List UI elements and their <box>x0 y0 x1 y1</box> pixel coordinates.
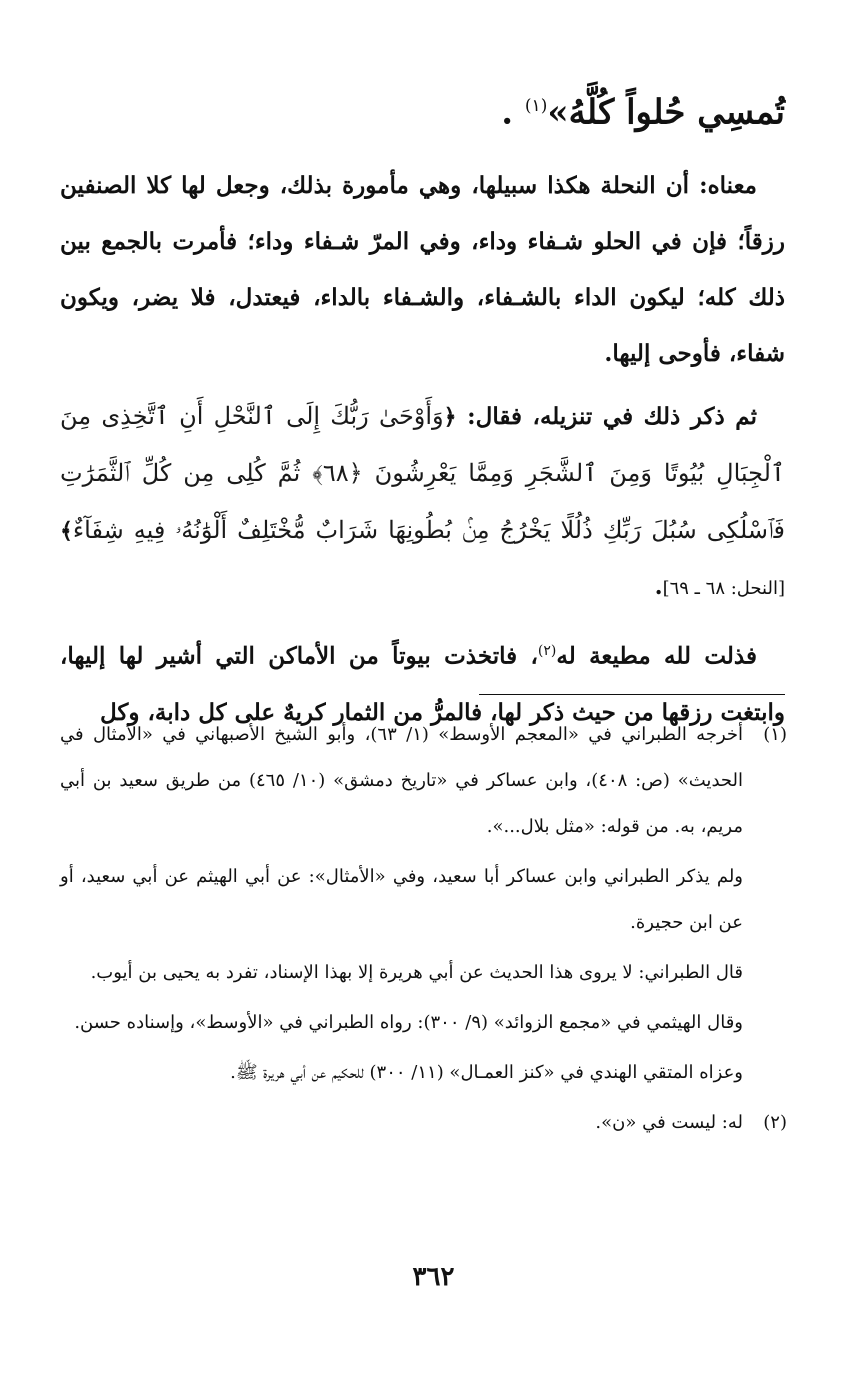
paragraph-2-intro: ثم ذكر ذلك في تنزيله، فقال: <box>456 403 758 430</box>
footnote-number: (١) <box>763 724 787 745</box>
opening-end: . <box>501 92 525 133</box>
footnote-marker-1[interactable]: (١) <box>524 96 548 116</box>
paragraph-3-rest: ، فاتخذت بيوتاً من الأماكن التي أشير لها إليها، وابتغت رزقها من حيث ذكر لها، فالمرُّ من الثمار كريهٌ على كل دابة، وكل <box>60 642 785 726</box>
footnote-divider <box>479 694 785 695</box>
footnote-body <box>60 1100 743 1150</box>
footnote-line: قال الطبراني: لا يروى هذا الحديث عن أبي هريرة إلا بهذا الإسناد، تفرد به يحيى بن أيوب. <box>90 962 743 983</box>
paragraph-3-start: فذلت لله مطيعة له <box>556 642 757 670</box>
quran-open-bracket: ﴿ <box>443 404 457 430</box>
main-text <box>60 158 785 747</box>
footnote-number: (٢) <box>763 1112 787 1133</box>
paragraph-1: معناه: أن النحلة هكذا سبيلها، وهي مأمورة بذلك، وجعل لها كلا الصنفين رزقاً؛ فإن في الحلو شـفاء وداء، وفي المرّ شـفاء وداء؛ فأمرت بالجمع بين ذلك كله؛ ليكون الداء بالشـفاء، والشـفاء بالداء، فيعتدل، فلا يضر، ويكون شفاء، فأوحى إليها. <box>60 172 785 367</box>
footnote-1 <box>60 712 787 1100</box>
verse-reference: [النحل: ٦٨ ـ ٦٩] <box>662 578 785 599</box>
opening-text: تُمسِي حُلواً كُلَّهُ» <box>547 92 785 133</box>
footnote-line: وعزاه المتقي الهندي في «كنز العمـال» (١١/ ٣٠٠) للحكيم عن أبي هريرة ﷺ. <box>230 1062 743 1083</box>
opening-line <box>501 80 785 138</box>
footnote-line: له: ليست في «ن». <box>595 1112 743 1133</box>
footnote-body <box>60 712 743 1100</box>
footnote-2 <box>60 1100 787 1150</box>
footnote-marker-2[interactable]: (٢) <box>537 643 557 659</box>
footnote-line: أخرجه الطبراني في «المعجم الأوسط» (١/ ٦٣)، وأبو الشيخ الأصبهاني في «الأمثال في الحديث» (ص: ٤٠٨)، وابن عساكر في «تاريخ دمشق» (١٠/ ٤٦٥) من طريق سعيد بن أبي مريم، به. من قوله: «مثل بلال...». <box>60 724 744 837</box>
footnote-line: وقال الهيثمي في «مجمع الزوائد» (٩/ ٣٠٠): رواه الطبراني في «الأوسط»، وإسناده حسن. <box>74 1012 743 1033</box>
footnotes <box>60 712 787 1150</box>
quran-verse: وَأَوْحَىٰ رَبُّكَ إِلَى ٱلنَّحْلِ أَنِ ٱتَّخِذِى مِنَ ٱلْجِبَالِ بُيُوتًا وَمِنَ ٱلشَّجَرِ وَمِمَّا يَعْرِشُونَ ﴿٦٨﴾ ثُمَّ كُلِى مِن كُلِّ ٱلثَّمَرَٰتِ فَٱسْلُكِى سُبُلَ رَبِّكِ ذُلُلًا يَخْرُجُ مِنۢ بُطُونِهَا شَرَابٌ مُّخْتَلِفٌ أَلْوَٰنُهُۥ فِيهِ شِفَآءٌ <box>60 402 785 544</box>
page-number: ٣٦٢ <box>412 1262 455 1292</box>
paragraph-2-end: . <box>654 573 663 600</box>
footnote-line: ولم يذكر الطبراني وابن عساكر أبا سعيد، وفي «الأمثال»: عن أبي الهيثم عن أبي سعيد، أو عن ابن حجيرة. <box>60 866 743 933</box>
paragraph-2 <box>60 388 785 617</box>
quran-close-bracket: ﴾ <box>60 518 73 544</box>
